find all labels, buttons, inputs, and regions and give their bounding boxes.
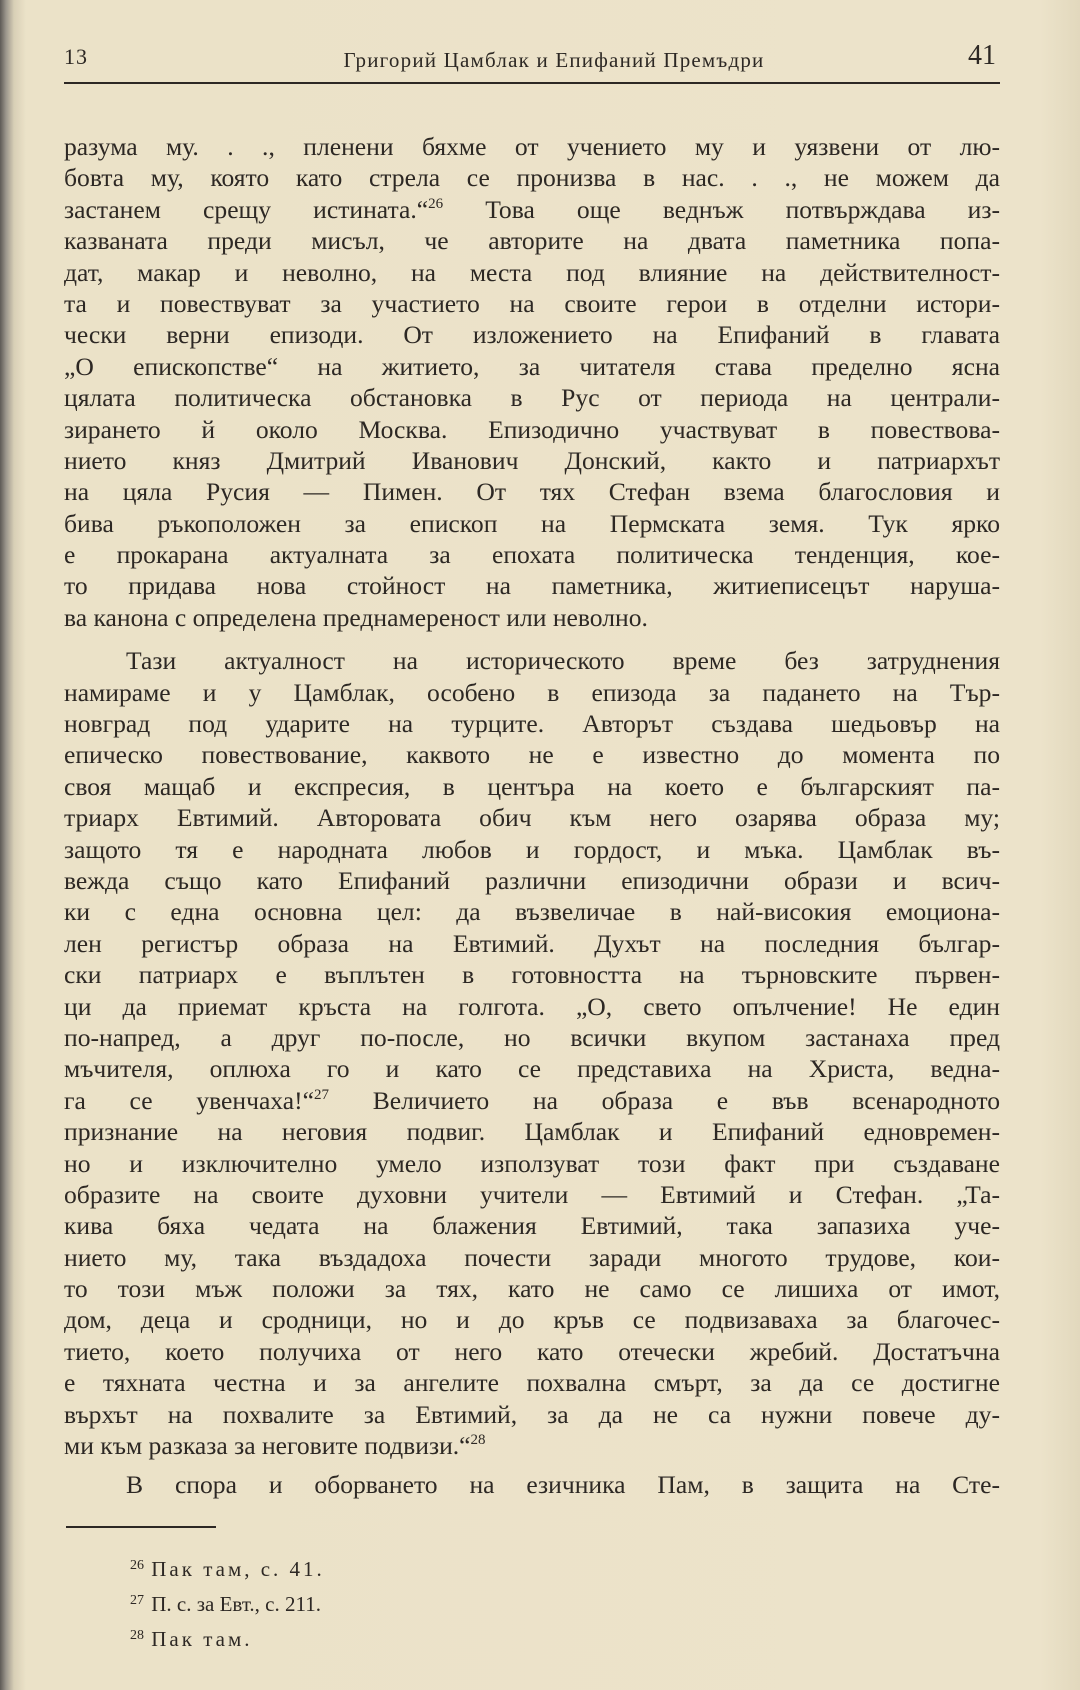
text-line: нието княз Дмитрий Иванович Донский, както и патриархът (64, 445, 1000, 475)
text-line: нието му, така въздадоха почести заради многото трудове, кои- (64, 1242, 1000, 1272)
text-line: признание на неговия подвиг. Цамблак и Епифаний едновремен- (64, 1117, 1000, 1147)
text-line: своя мащаб и експресия, в центъра на което е българският па- (64, 771, 1000, 801)
text-line: бива ръкоположен за епископ на Пермската земя. Тук ярко (64, 508, 1000, 538)
text-line: тието, което получиха от него като отечески жребий. Достатъчна (64, 1336, 1000, 1366)
footnote-ref: 27 (314, 1086, 330, 1103)
footnote-text: Пак там, с. 41. (151, 1557, 325, 1581)
text-line: В спора и оборването на езичника Пам, в защита на Сте- (126, 1470, 1000, 1500)
footnote (130, 1550, 325, 1585)
text-line: ки с една основна цел: да възвеличае в най-високия емоциона- (64, 897, 1000, 927)
text-line: дом, деца и сродници, но и до кръв се подвизаваха за благочес- (64, 1305, 1000, 1335)
text-line: застанем срещу истината.“$^{26}$ Това още веднъж потвърждава из- (64, 194, 1000, 224)
text-line: е тяхната честна и за ангелите похвална смърт, за да се достигне (64, 1368, 1000, 1398)
text-line: разума му. . ., пленени бяхме от учението му и уязвени от лю- (64, 132, 1000, 161)
text-line: върхът на похвалите за Евтимий, за да не са нужни повече ду- (64, 1399, 1000, 1429)
header-rule (64, 82, 1000, 84)
text-line: намираме и у Цамблак, особено в епизода за падането на Тър- (64, 677, 1000, 707)
text-line: епическо повествование, каквото не е известно до момента по (64, 740, 1000, 770)
text-line: ми към разказа за неговите подвизи.“$^{28}$ (64, 1431, 486, 1461)
text-line: но и изключително умело използуват този факт при създаване (64, 1148, 1000, 1178)
text-line: цялата политическа обстановка в Рус от периода на централи- (64, 383, 1000, 413)
footnote-number: 28 (130, 1628, 144, 1643)
body-text (64, 131, 1000, 1501)
text-line: по-напред, а друг по-после, но всички вкупом застанаха пред (64, 1022, 1000, 1052)
text-line: вежда също като Епифаний различни епизодични образи и всич- (64, 865, 1000, 895)
text-line: ва канона с определена преднамереност или неволно. (64, 602, 648, 632)
running-header (64, 40, 1000, 84)
text-line: чески верни епизоди. От изложението на Епифаний в главата (64, 320, 1000, 350)
text-line: Тази актуалност на историческото време без затруднения (126, 646, 1000, 676)
text-line: „О епископстве“ на житието, за читателя става пределно ясна (64, 351, 1000, 381)
text-line: защото тя е народната любов и гордост, и мъка. Цамблак въ- (64, 834, 1000, 864)
text-line: образите на своите духовни учители — Евтимий и Стефан. „Та- (64, 1179, 1000, 1209)
text-line: ски патриарх е въплътен в готовността на търновските първен- (64, 960, 1000, 990)
text-line: бовта му, която като стрела се пронизва в нас. . ., не можем да (64, 163, 1000, 193)
text-line: зирането й около Москва. Епизодично участвуват в повествова- (64, 414, 1000, 444)
footnote-text: П. с. за Евт., с. 211. (151, 1592, 321, 1616)
text-line: е прокарана актуалната за епохата политическа тенденция, кое- (64, 540, 1000, 570)
text-line: на цяла Русия — Пимен. От тях Стефан взема благословия и (64, 477, 1000, 507)
text-line: кива бяха чедата на блажения Евтимий, така запазиха уче- (64, 1211, 1000, 1241)
text-line: то придава нова стойност на паметника, житиеписецът наруша- (64, 571, 1000, 601)
footnotes (130, 1550, 325, 1655)
text-line: лен регистър образа на Евтимий. Духът на последния българ- (64, 928, 1000, 958)
text-line: новград под ударите на турците. Авторът създава шедьовър на (64, 709, 1000, 739)
text-line: мъчителя, оплюха го и като се представиха на Христа, ведна- (64, 1054, 1000, 1084)
footnote-ref: 28 (470, 1432, 486, 1449)
footnote-number: 26 (130, 1558, 144, 1573)
text-line: триарх Евтимий. Авторовата обич към него озарява образа му; (64, 803, 1000, 833)
footnote-number: 27 (130, 1593, 144, 1608)
footnote-rule (66, 1526, 216, 1528)
text-line: то този мъж положи за тях, като не само се лишиха от имот, (64, 1274, 1000, 1304)
text-line: га се увенчаха!“$^{27}$ Величието на образа е във всенародното (64, 1085, 1000, 1115)
footnote (130, 1585, 325, 1620)
header-left-number: 13 (64, 44, 88, 69)
running-title: Григорий Цамблак и Епифаний Премъдри (343, 48, 765, 72)
footnote-text: Пак там. (151, 1627, 253, 1651)
footnote-ref: 26 (428, 195, 444, 212)
page-number: 41 (968, 40, 996, 71)
text-line: казваната преди мисъл, че авторите на двата паметника попа- (64, 226, 1000, 256)
text-line: та и повествуват за участието на своите герои в отделни истори- (64, 288, 1000, 318)
text-line: ци да приемат кръста на голгота. „О, свето опълчение! Не един (64, 991, 1000, 1021)
text-line: дат, макар и неволно, на места под влияние на действителност- (64, 257, 1000, 287)
footnote (130, 1620, 325, 1655)
